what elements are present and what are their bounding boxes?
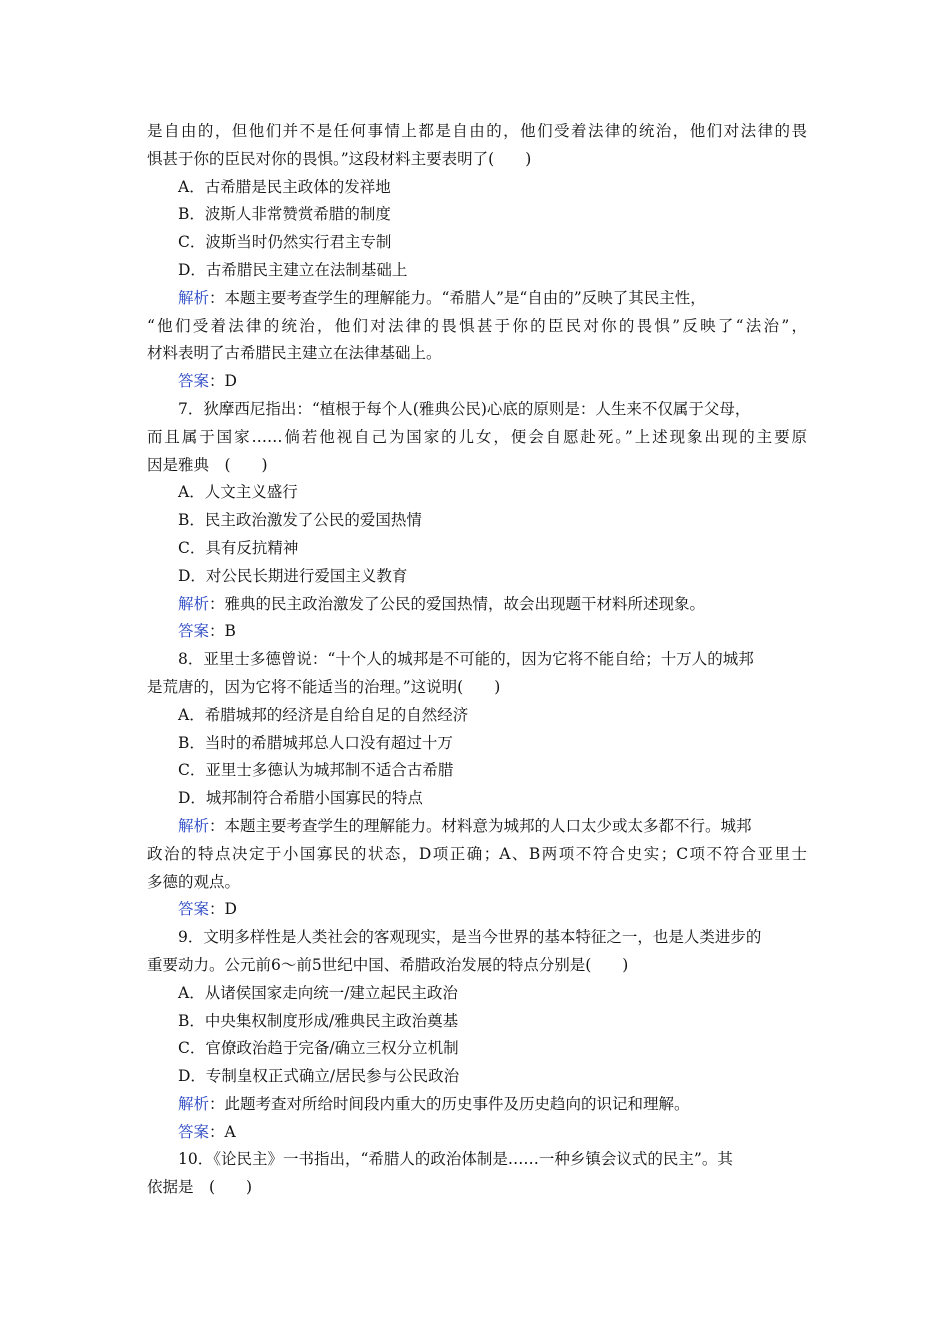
q9-option-c: C．官僚政治趋于完备/确立三权分立机制 [178,1039,459,1058]
q9-option-d: D．专制皇权正式确立/居民参与公民政治 [178,1067,460,1086]
q7-option-c: C．具有反抗精神 [178,538,299,557]
q6-option-a: A．古希腊是民主政体的发祥地 [178,177,391,196]
q8-analysis-line-3: 多德的观点。 [147,872,241,891]
q6-stem-line-2: 惧甚于你的臣民对你的畏惧。”这段材料主要表明了( ) [147,149,532,168]
q8-option-a: A．希腊城邦的经济是自给自足的自然经济 [178,705,469,724]
analysis-text: ：本题主要考查学生的理解能力。“希腊人”是“自由的”反映了其民主性， [209,288,706,307]
q8-option-d: D．城邦制符合希腊小国寡民的特点 [178,789,423,808]
q7-analysis-line-1 [147,591,807,619]
q8-answer [147,896,807,924]
q9-option-b: B．中央集权制度形成/雅典民主政治奠基 [178,1011,459,1030]
q7-stem-line-2: 而且属于国家……倘若他视自己为国家的儿女，便会自愿赴死。”上述现象出现的主要原 [147,427,807,446]
question-content [147,118,807,1202]
q7-answer [147,618,807,646]
analysis-label: 解析 [178,594,210,613]
q6-option-b: B．波斯人非常赞赏希腊的制度 [178,205,391,224]
q9-analysis-line-1 [147,1091,807,1119]
analysis-label: 解析 [178,816,210,835]
q8-stem-line-1: 8．亚里士多德曾说：“十个人的城邦是不可能的，因为它将不能自给；十万人的城邦 [178,650,754,669]
q10-stem-line-2: 依据是 ( ) [147,1178,253,1197]
q10-stem-line-1: 10．《论民主》一书指出，“希腊人的政治体制是……一种乡镇会议式的民主”。其 [178,1150,733,1169]
q6-analysis-line-1 [147,285,807,313]
q6-answer [147,368,807,396]
answer-value: ：D [209,900,237,919]
q6-analysis-line-3: 材料表明了古希腊民主建立在法律基础上。 [147,344,442,363]
q7-option-a: A．人文主义盛行 [178,483,298,502]
q6-option-c: C．波斯当时仍然实行君主专制 [178,233,392,252]
analysis-label: 解析 [178,1094,210,1113]
q6-option-d: D．古希腊民主建立在法制基础上 [178,260,408,279]
q8-option-b: B．当时的希腊城邦总人口没有超过十万 [178,733,453,752]
q7-option-b: B．民主政治激发了公民的爱国热情 [178,511,422,530]
q9-answer [147,1119,807,1147]
analysis-text: ：雅典的民主政治激发了公民的爱国热情，故会出现题干材料所述现象。 [209,594,706,613]
analysis-text: ：本题主要考查学生的理解能力。材料意为城邦的人口太少或太多都不行。城邦 [209,816,752,835]
q6-stem-line-1: 是自由的，但他们并不是任何事情上都是自由的，他们受着法律的统治，他们对法律的畏 [147,122,807,140]
answer-value: ：D [209,372,237,391]
answer-label: 答案 [178,372,210,391]
q8-analysis-line-2: 政治的特点决定于小国寡民的状态，D项正确；A、B两项不符合史实；C项不符合亚里士 [147,844,807,863]
q8-option-c: C．亚里士多德认为城邦制不适合古希腊 [178,761,454,780]
answer-value: ：B [209,622,236,641]
q9-stem-line-2: 重要动力。公元前6～前5世纪中国、希腊政治发展的特点分别是( ) [147,955,629,974]
q7-stem-line-1: 7．狄摩西尼指出：“植根于每个人(雅典公民)心底的原则是：人生来不仅属于父母， [178,399,751,418]
answer-label: 答案 [178,622,210,641]
q8-analysis-line-1 [147,813,807,841]
q7-option-d: D．对公民长期进行爱国主义教育 [178,566,408,585]
analysis-text: ：此题考查对所给时间段内重大的历史事件及历史趋向的识记和理解。 [209,1094,690,1113]
q9-option-a: A．从诸侯国家走向统一/建立起民主政治 [178,983,458,1002]
q8-stem-line-2: 是荒唐的，因为它将不能适当的治理。”这说明( ) [147,677,501,696]
q7-stem-line-3: 因是雅典 ( ) [147,455,268,474]
answer-label: 答案 [178,1122,210,1141]
q9-stem-line-1: 9．文明多样性是人类社会的客观现实，是当今世界的基本特征之一，也是人类进步的 [178,928,762,947]
q6-analysis-line-2: “他们受着法律的统治，他们对法律的畏惧甚于你的臣民对你的畏惧”反映了“法治”， [147,316,807,335]
analysis-label: 解析 [178,288,210,307]
answer-value: ：A [209,1122,236,1141]
answer-label: 答案 [178,900,210,919]
